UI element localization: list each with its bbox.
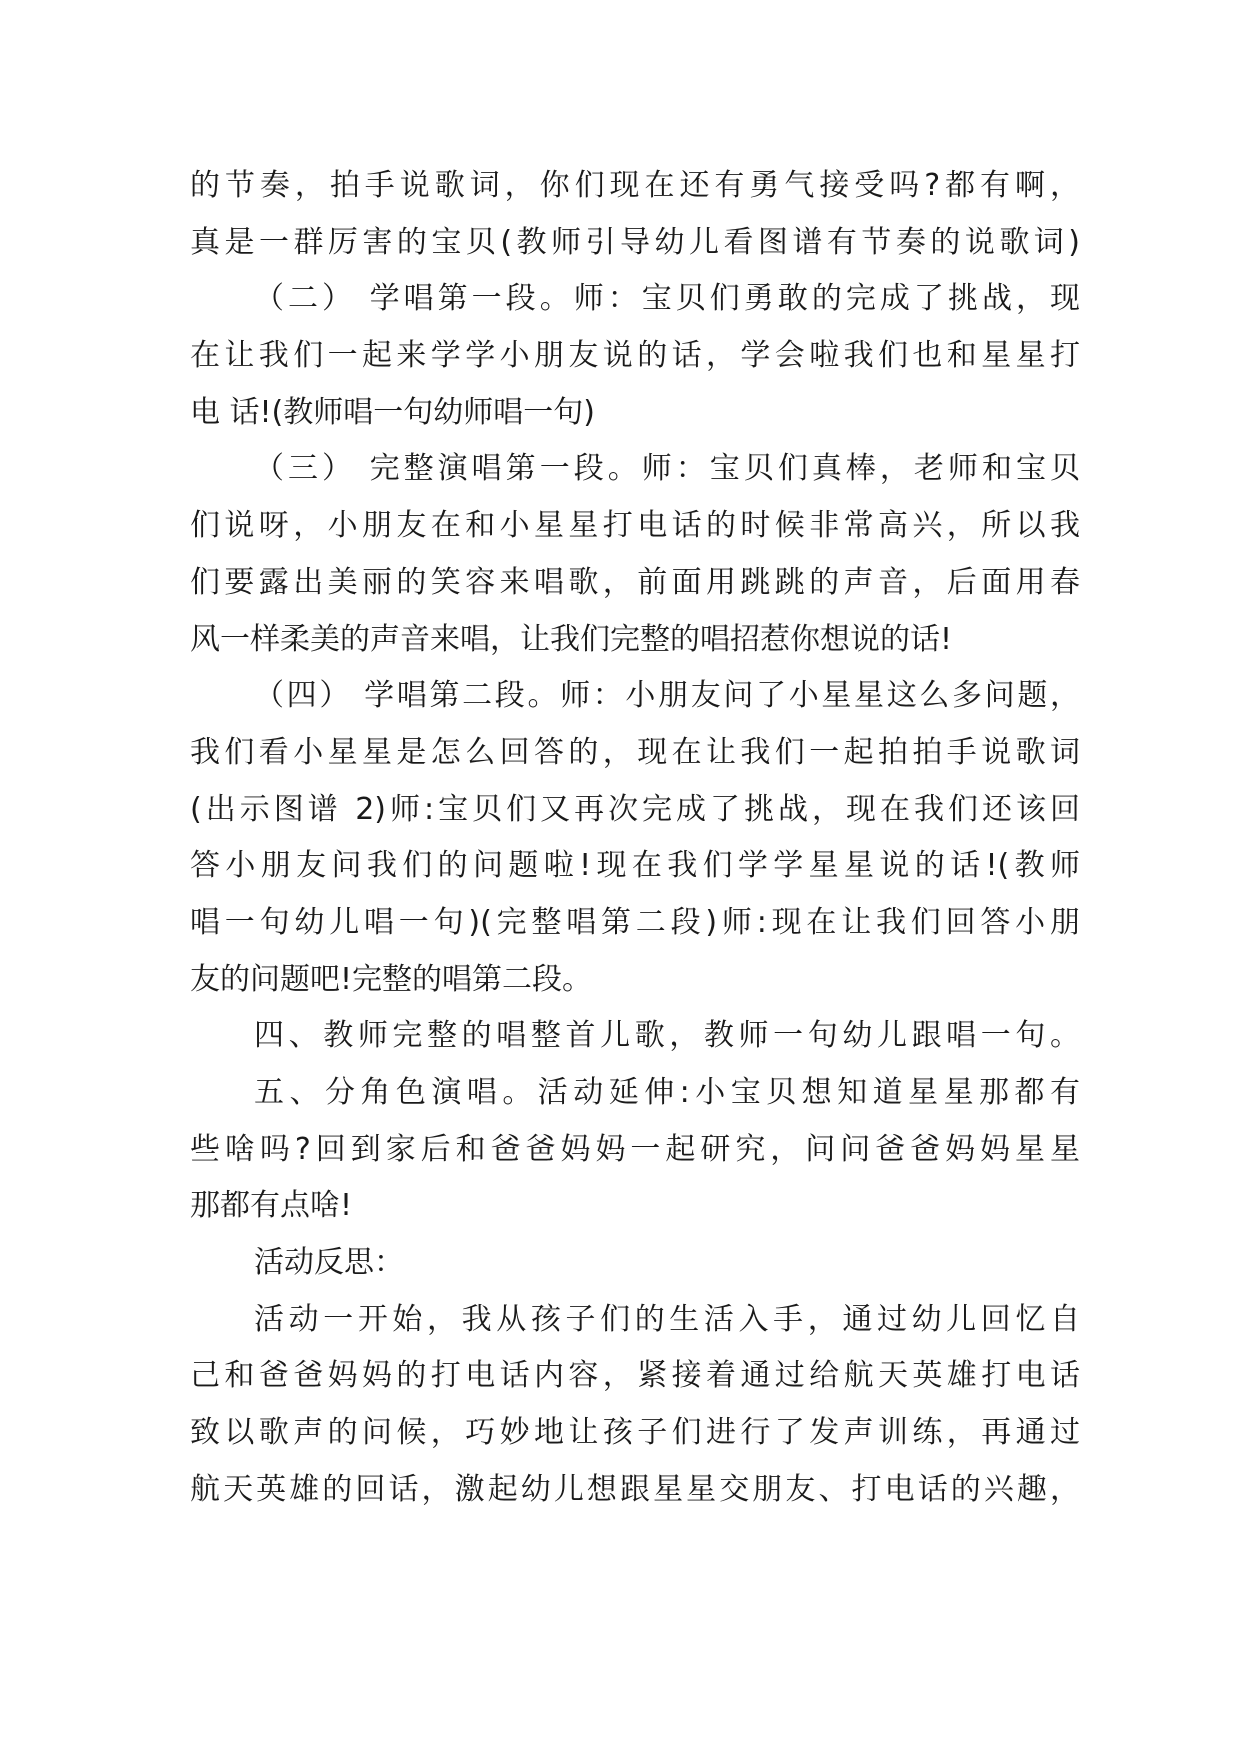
document-body — [190, 158, 1080, 1519]
text-line: （二） 学唱第一段。师：宝贝们勇敢的完成了挑战，现 — [254, 281, 1080, 317]
text-line: 的节奏，拍手说歌词，你们现在还有勇气接受吗?都有啊， — [190, 168, 1080, 203]
text-line: 己和爸爸妈妈的打电话内容，紧接着通过给航天英雄打电话 — [190, 1358, 1080, 1394]
text-line: （四） 学唱第二段。师：小朋友问了小星星这么多问题， — [254, 678, 1080, 714]
text-line: 们要露出美丽的笑容来唱歌，前面用跳跳的声音，后面用春 — [190, 564, 1080, 600]
text-line: （三） 完整演唱第一段。师：宝贝们真棒，老师和宝贝 — [254, 451, 1080, 487]
text-line: 活动反思： — [254, 1245, 404, 1281]
text-line: 致以歌声的问候，巧妙地让孩子们进行了发声训练，再通过 — [190, 1415, 1080, 1451]
text-line: 活动一开始，我从孩子们的生活入手，通过幼儿回忆自 — [254, 1301, 1080, 1337]
text-line: 航天英雄的回话，激起幼儿想跟星星交朋友、打电话的兴趣， — [190, 1471, 1080, 1507]
text-line: (出示图谱 2)师:宝贝们又再次完成了挑战，现在我们还该回 — [190, 791, 1080, 827]
text-line: 友的问题吧!完整的唱第二段。 — [190, 961, 593, 997]
text-line: 答小朋友问我们的问题啦!现在我们学学星星说的话!(教师 — [190, 848, 1080, 884]
text-line: 风一样柔美的声音来唱，让我们完整的唱招惹你想说的话! — [190, 621, 953, 657]
text-line: 真是一群厉害的宝贝(教师引导幼儿看图谱有节奏的说歌词) — [190, 224, 1080, 260]
text-line: 唱一句幼儿唱一句)(完整唱第二段)师:现在让我们回答小朋 — [190, 904, 1080, 940]
text-line: 电 话!(教师唱一句幼师唱一句) — [190, 394, 595, 430]
text-line: 些啥吗?回到家后和爸爸妈妈一起研究，问问爸爸妈妈星星 — [190, 1131, 1080, 1167]
text-line: 们说呀，小朋友在和小星星打电话的时候非常高兴，所以我 — [190, 508, 1080, 544]
text-line: 五、分角色演唱。活动延伸:小宝贝想知道星星那都有 — [254, 1075, 1080, 1110]
text-line: 我们看小星星是怎么回答的，现在让我们一起拍拍手说歌词 — [190, 734, 1080, 770]
text-line: 那都有点啥! — [190, 1188, 353, 1224]
text-line: 四、教师完整的唱整首儿歌，教师一句幼儿跟唱一句。 — [254, 1018, 1080, 1054]
text-line: 在让我们一起来学学小朋友说的话，学会啦我们也和星星打 — [190, 338, 1080, 374]
